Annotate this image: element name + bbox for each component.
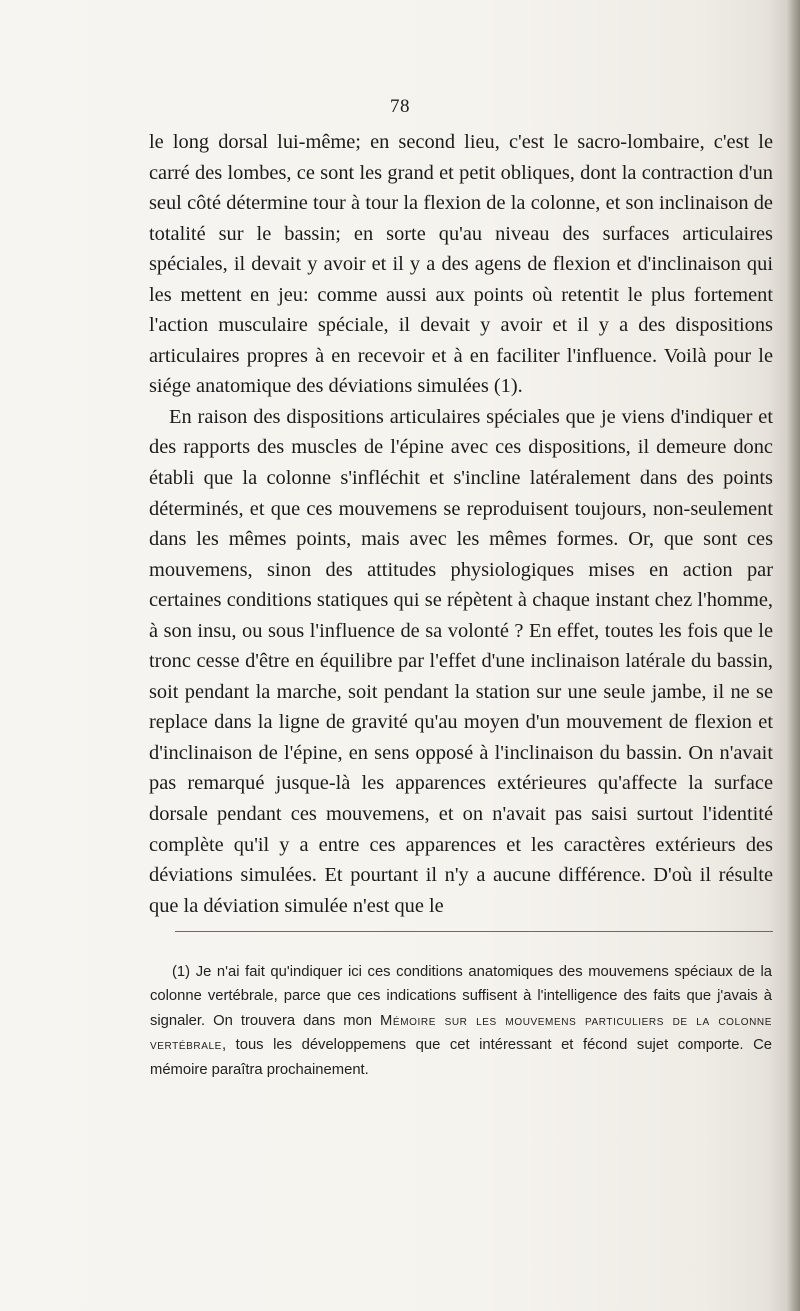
page-edge-shadow (786, 0, 800, 1311)
footnote-separator (175, 931, 773, 932)
paragraph-1: le long dorsal lui-même; en second lieu, c'est le sacro-lombaire, c'est le carré des lombes, ce sont les grand et petit obliques, dont la contraction d'un seul côté détermine tour à tour la flexion de la colonne, et son inclinaison de totalité sur le bassin; en sorte qu'au niveau des surfaces articulaires spéciales, il devait y avoir et il y a des agens de flexion et d'inclinaison qui les mettent en jeu: comme aussi aux points où retentit le plus fortement l'action musculaire spéciale, il devait y avoir et il y a des dispositions articulaires propres à en recevoir et à en faciliter l'influence. Voilà pour le siége anatomique des déviations simulées (1). (149, 131, 773, 398)
footnote-text-end: , tous les développemens que cet intéressant et fécond sujet comporte. Ce mémoire paraîtra prochainement. (150, 1037, 772, 1078)
footnote (150, 960, 772, 1082)
main-text (149, 127, 773, 921)
footnote-text-start: (1) Je n'ai fait qu'indiquer ici ces conditions anatomiques des mouvemens spéciaux de la colonne vertébrale, parce que ces indications suffisent à l'intelligence des faits que j'avais à signaler. On trouvera dans mon (150, 964, 772, 1029)
page-number: 78 (390, 96, 410, 117)
paragraph-2: En raison des dispositions articulaires spéciales que je viens d'indiquer et des rapports des muscles de l'épine avec ces dispositions, il demeure donc établi que la colonne s'infléchit et s'incline latéralement dans des points déterminés, et que ces mouvemens se reproduisent toujours, non-seulement dans les mêmes points, mais avec les mêmes formes. Or, que sont ces mouvemens, sinon des attitudes physiologiques mises en action par certaines conditions statiques qui se répètent à chaque instant chez l'homme, à son insu, ou sous l'influence de sa volonté ? En effet, toutes les fois que le tronc cesse d'être en équilibre par l'effet d'une inclinaison latérale du bassin, soit pendant la marche, soit pendant la station sur une seule jambe, il ne se replace dans la ligne de gravité qu'au moyen d'un mouvement de flexion et d'inclinaison de l'épine, en sens opposé à l'inclinaison du bassin. On n'avait pas remarqué jusque-là les apparences extérieures qu'affecte la surface dorsale pendant ces mouvemens, et on n'avait pas saisi surtout l'identité complète qu'il y a entre ces apparences et les caractères extérieurs des déviations simulées. Et pourtant il n'y a aucune différence. D'où il résulte que la déviation simulée n'est que le (149, 405, 773, 917)
footnote-memoir-title: Mémoire sur les mouvemens particuliers de la colonne vertébrale (150, 1012, 772, 1054)
